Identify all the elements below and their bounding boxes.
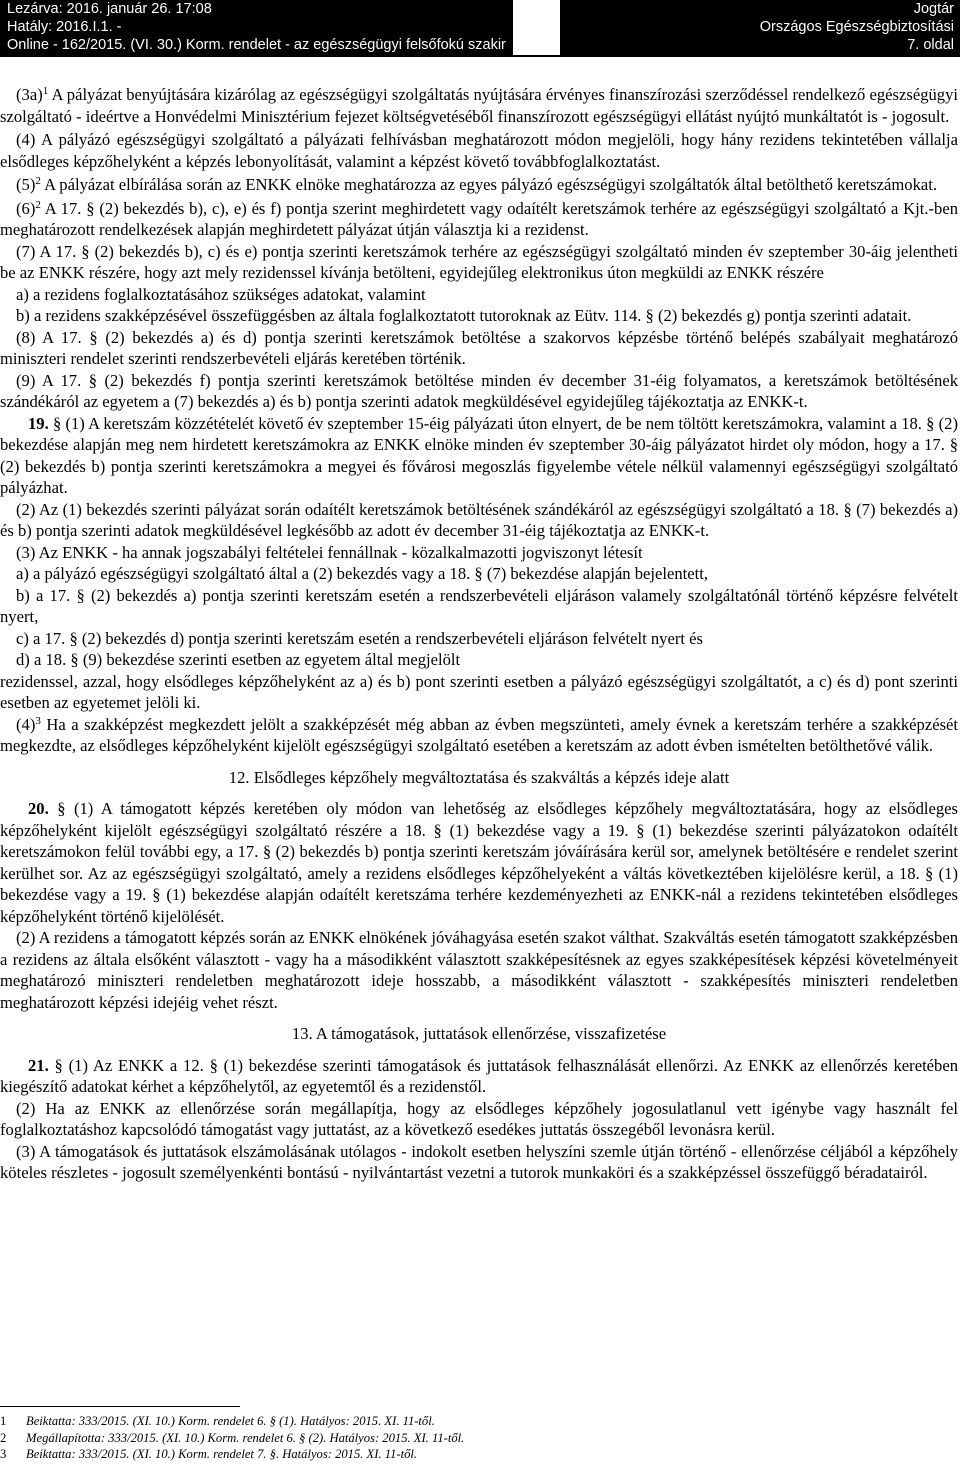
paragraph-9: (9) A 17. § (2) bekezdés f) pontja szerinti keretszámok betöltése minden év december 31-éig folyamatos, a keretszámok betöltésének szándékáról az egyetem a (7) bekezdés a) és b) pontja szerinti adatok megküldésével egyidejűleg tájékoztatja az ENKK-t. — [0, 370, 958, 411]
section-19-3a: a) a pályázó egészségügyi szolgáltató által a (2) bekezdés vagy a 18. § (7) bekezdése alapján bejelentett, — [16, 564, 709, 583]
document-body — [0, 84, 958, 1184]
header-page-number: 7. oldal — [907, 37, 954, 53]
header-filler — [560, 0, 760, 55]
paragraph-5: $(5)^2$ A pályázat elbírálása során az ENKK elnöke meghatározza az egyes pályázó egészségügyi szolgáltatók által betölthető keretszámokat. — [16, 175, 938, 194]
section-20-1: 20. § (1) A támogatott képzés keretében oly módon van lehetőség az elsődleges képzőhely megváltoztatására, hogy az elsődleges képzőhelyként kijelölt egészségügyi szolgáltató részére a 18. § (1) bekezdése vagy a 19. § (1) bekezdése szerinti pályázatokon odaítélt keretszámokon felül további egy, a 17. § (2) bekezdés b) pontja szerinti keretszám jóváírására kerül sor, amelynek betöltésére e rendelet szerint kerülhet sor. Az az egészségügyi szolgáltató, amely a rezidens elsődleges képzőhelyeként a váltás következtében kijelölésre kerül, a 18. § (1) bekezdése vagy a 19. § (1) bekezdése alapján odaítélt keretszáma terhére kezdeményezheti az ENKK-nál a rezidens tekintetében elsődleges képzőhelyként történő kijelölését. — [0, 799, 958, 926]
header-right — [754, 0, 960, 55]
header-document-title: Online - 162/2015. (VI. 30.) Korm. rendelet - az egészségügyi felsőfokú szakir — [7, 37, 506, 53]
section-20-2: (2) A rezidens a támogatott képzés során az ENKK elnökének jóváhagyása esetén szakot válthat. Szakváltás esetén támogatott szakképzésben a rezidens az általa elsőként választott - vagy ha a másodikként választott szakképesítésnek az egyes szakképesítések képzési követelményeit meghatározó miniszteri rendeletben meghatározott ideje hosszabb, a másodikként választott - szakképesítés miniszteri rendeletben meghatározott képzési idejéig vehet részt. — [0, 928, 958, 1012]
paragraph-3a: $(3a)^1$ A pályázat benyújtására kizárólag az egészségügyi szolgáltatás nyújtására érvényes finanszírozási szerződéssel rendelkező egészségügyi szolgáltató - ideértve a Honvédelmi Minisztérium fejezet költségvetéséből finanszírozott egészségügyi ellátást nyújtó munkáltatót is - jogosult. — [0, 85, 958, 126]
paragraph-6: $(6)^2$ A 17. § (2) bekezdés b), c), e) és f) pontja szerint meghirdetett vagy odaítélt keretszámok terhére az egészségügyi szolgáltató a Kjt.-ben meghatározott rendelkezések alapján meghirdetett pályázat útján választja ki a rezidenst. — [0, 198, 958, 239]
paragraph-7b: b) a rezidens szakképzésével összefüggésben az általa foglalkoztatott tutoroknak az Eütv. 114. § (2) bekezdés g) pontja szerinti adatait. — [16, 306, 912, 325]
document-header — [0, 0, 960, 57]
footnotes — [0, 1413, 700, 1463]
footnote-ref[interactable]: 2 — [35, 198, 41, 211]
heading-13: 13. A támogatások, juttatások ellenőrzése, visszafizetése — [291, 1024, 667, 1043]
header-publisher: Országos Egészségbiztosítási — [759, 19, 954, 35]
section-21-1: 21. § (1) Az ENKK a 12. § (1) bekezdése szerinti támogatások és juttatások felhasználását ellenőrzi. Az ENKK az ellenőrzés keretében kiegészítő adatokat kérhet a képzőhelytől, az egyetemtől és a rezidenstől. — [0, 1055, 958, 1096]
section-19-1: 19. § (1) A keretszám közzétételét követő év szeptember 15-éig pályázati úton elnyert, de be nem töltött keretszámokra, valamint a 18. § (2) bekezdése alapján meg nem hirdetett keretszámokra az ENKK elnöke minden év szeptember 30-áig pályázatot hirdet oly módon, hogy a 17. § (2) bekezdés b) pontja szerinti keretszámokra a megyei és fővárosi megoszlás figyelembe vétele nélkül valamennyi egészségügyi szolgáltató pályázhat. — [0, 413, 958, 497]
footnote-ref[interactable]: 1 — [42, 85, 49, 97]
paragraph-8: (8) A 17. § (2) bekezdés a) és d) pontja szerinti keretszámok betöltése a szakorvos képzésbe történő belépés szabályait meghatározó miniszteri rendelet szerinti rendszerbevételi eljárás keretében történik. — [0, 327, 958, 368]
footnote-ref[interactable]: 2 — [35, 175, 41, 187]
heading-12: 12. Elsődleges képzőhely megváltoztatása és szakváltás a képzés ideje alatt — [228, 767, 730, 787]
section-19-3c: c) a 17. § (2) bekezdés d) pontja szerinti keretszám esetén a rendszerbevételi eljáráson felvételt nyert és — [16, 628, 703, 648]
section-21-3: (3) A támogatások és juttatások elszámolásának utólagos - indokolt esetben helyszíni szemle útján történő - ellenőrzése céljából a képzőhely köteles részletes - jogosult személyenkénti bontású - nyilvántartást vezetni a tutorok munkaköri és a szakképzéssel összefüggő béradatairól. — [0, 1141, 958, 1182]
header-closed-date: Lezárva: 2016. január 26. 17:08 — [7, 1, 212, 17]
section-19-3: (3) Az ENKK - ha annak jogszabályi feltételei fennállnak - közalkalmazotti jogviszonyt létesít — [16, 542, 643, 562]
paragraph-7a: a) a rezidens foglalkoztatásához szükséges adatokat, valamint — [16, 284, 426, 304]
section-19-2: (2) Az (1) bekezdés szerinti pályázat során odaítélt keretszámok betöltésének szándékáról az egészségügyi szolgáltató a 18. § (7) bekezdés a) és b) pontja szerinti adatok megküldésével legkésőbb az adott év december 31-éig tájékoztatja az ENKK-t. — [0, 499, 958, 540]
footnote-1: 1 Beiktatta: 333/2015. (XI. 10.) Korm. rendelet 6. § (1). Hatályos: 2015. XI. 11-től. — [0, 1414, 435, 1428]
header-brand: Jogtár — [913, 1, 954, 17]
section-19-4: $(4)^3$ Ha a szakképzést megkezdett jelölt a szakképzését még abban az évben megszünteti, amely évnek a keretszám terhére a szakképzését megkezdte, az elsődleges képzőhelyként kijelölt egészségügyi szolgáltató esetében a keretszám az adott évben ismételten betölthetővé válik. — [0, 714, 958, 755]
paragraph-7: (7) A 17. § (2) bekezdés b), c) és e) pontja szerinti keretszámok terhére az egészségügyi szolgáltató minden év szeptember 30-áig jelentheti be az ENKK részére, hogy azt mely rezidenssel kívánja betölteni, egyidejűleg elektronikus úton megküldi az ENKK részére — [0, 241, 958, 282]
footnote-2: 2 Megállapította: 333/2015. (XI. 10.) Korm. rendelet 6. § (2). Hatályos: 2015. XI. 11-től. — [0, 1430, 465, 1445]
header-rule — [0, 55, 960, 57]
footnote-rule — [0, 1406, 240, 1407]
section-19-3d: d) a 18. § (9) bekezdése szerinti esetben az egyetem által megjelölt — [16, 650, 461, 669]
header-left — [0, 0, 513, 55]
header-validity: Hatály: 2016.I.1. - — [7, 19, 122, 35]
section-21-2: (2) Ha az ENKK az ellenőrzése során megállapítja, hogy az elsődleges képzőhely jogosulatlanul vett igénybe vagy használt fel foglalkoztatáshoz kapcsolódó támogatást vagy juttatást, az a következő esedékes juttatás összegéből levonásra kerül. — [0, 1098, 958, 1139]
paragraph-4: (4) A pályázó egészségügyi szolgáltató a pályázati felhívásban meghatározott módon megjelöli, hogy hány rezidens tekintetében vállalja elsődleges képzőhelyként a képzés lebonyolítását, valamint a képzést követő továbbfoglalkoztatást. — [0, 130, 958, 171]
section-19-3-tail: rezidenssel, azzal, hogy elsődleges képzőhelyként az a) és b) pont szerinti esetben a pályázó egészségügyi szolgáltatót, a c) és d) pont szerinti esetben az egyetemet jelöli ki. — [0, 671, 958, 712]
section-19-3b: b) a 17. § (2) bekezdés a) pontja szerinti keretszám esetén a rendszerbevételi eljáráson valamely szolgáltatónál történő képzésre felvételt nyert, — [0, 585, 958, 626]
footnote-3: 3 Beiktatta: 333/2015. (XI. 10.) Korm. rendelet 7. §. Hatályos: 2015. XI. 11-től. — [0, 1447, 418, 1461]
footnote-ref[interactable]: 3 — [35, 714, 41, 727]
